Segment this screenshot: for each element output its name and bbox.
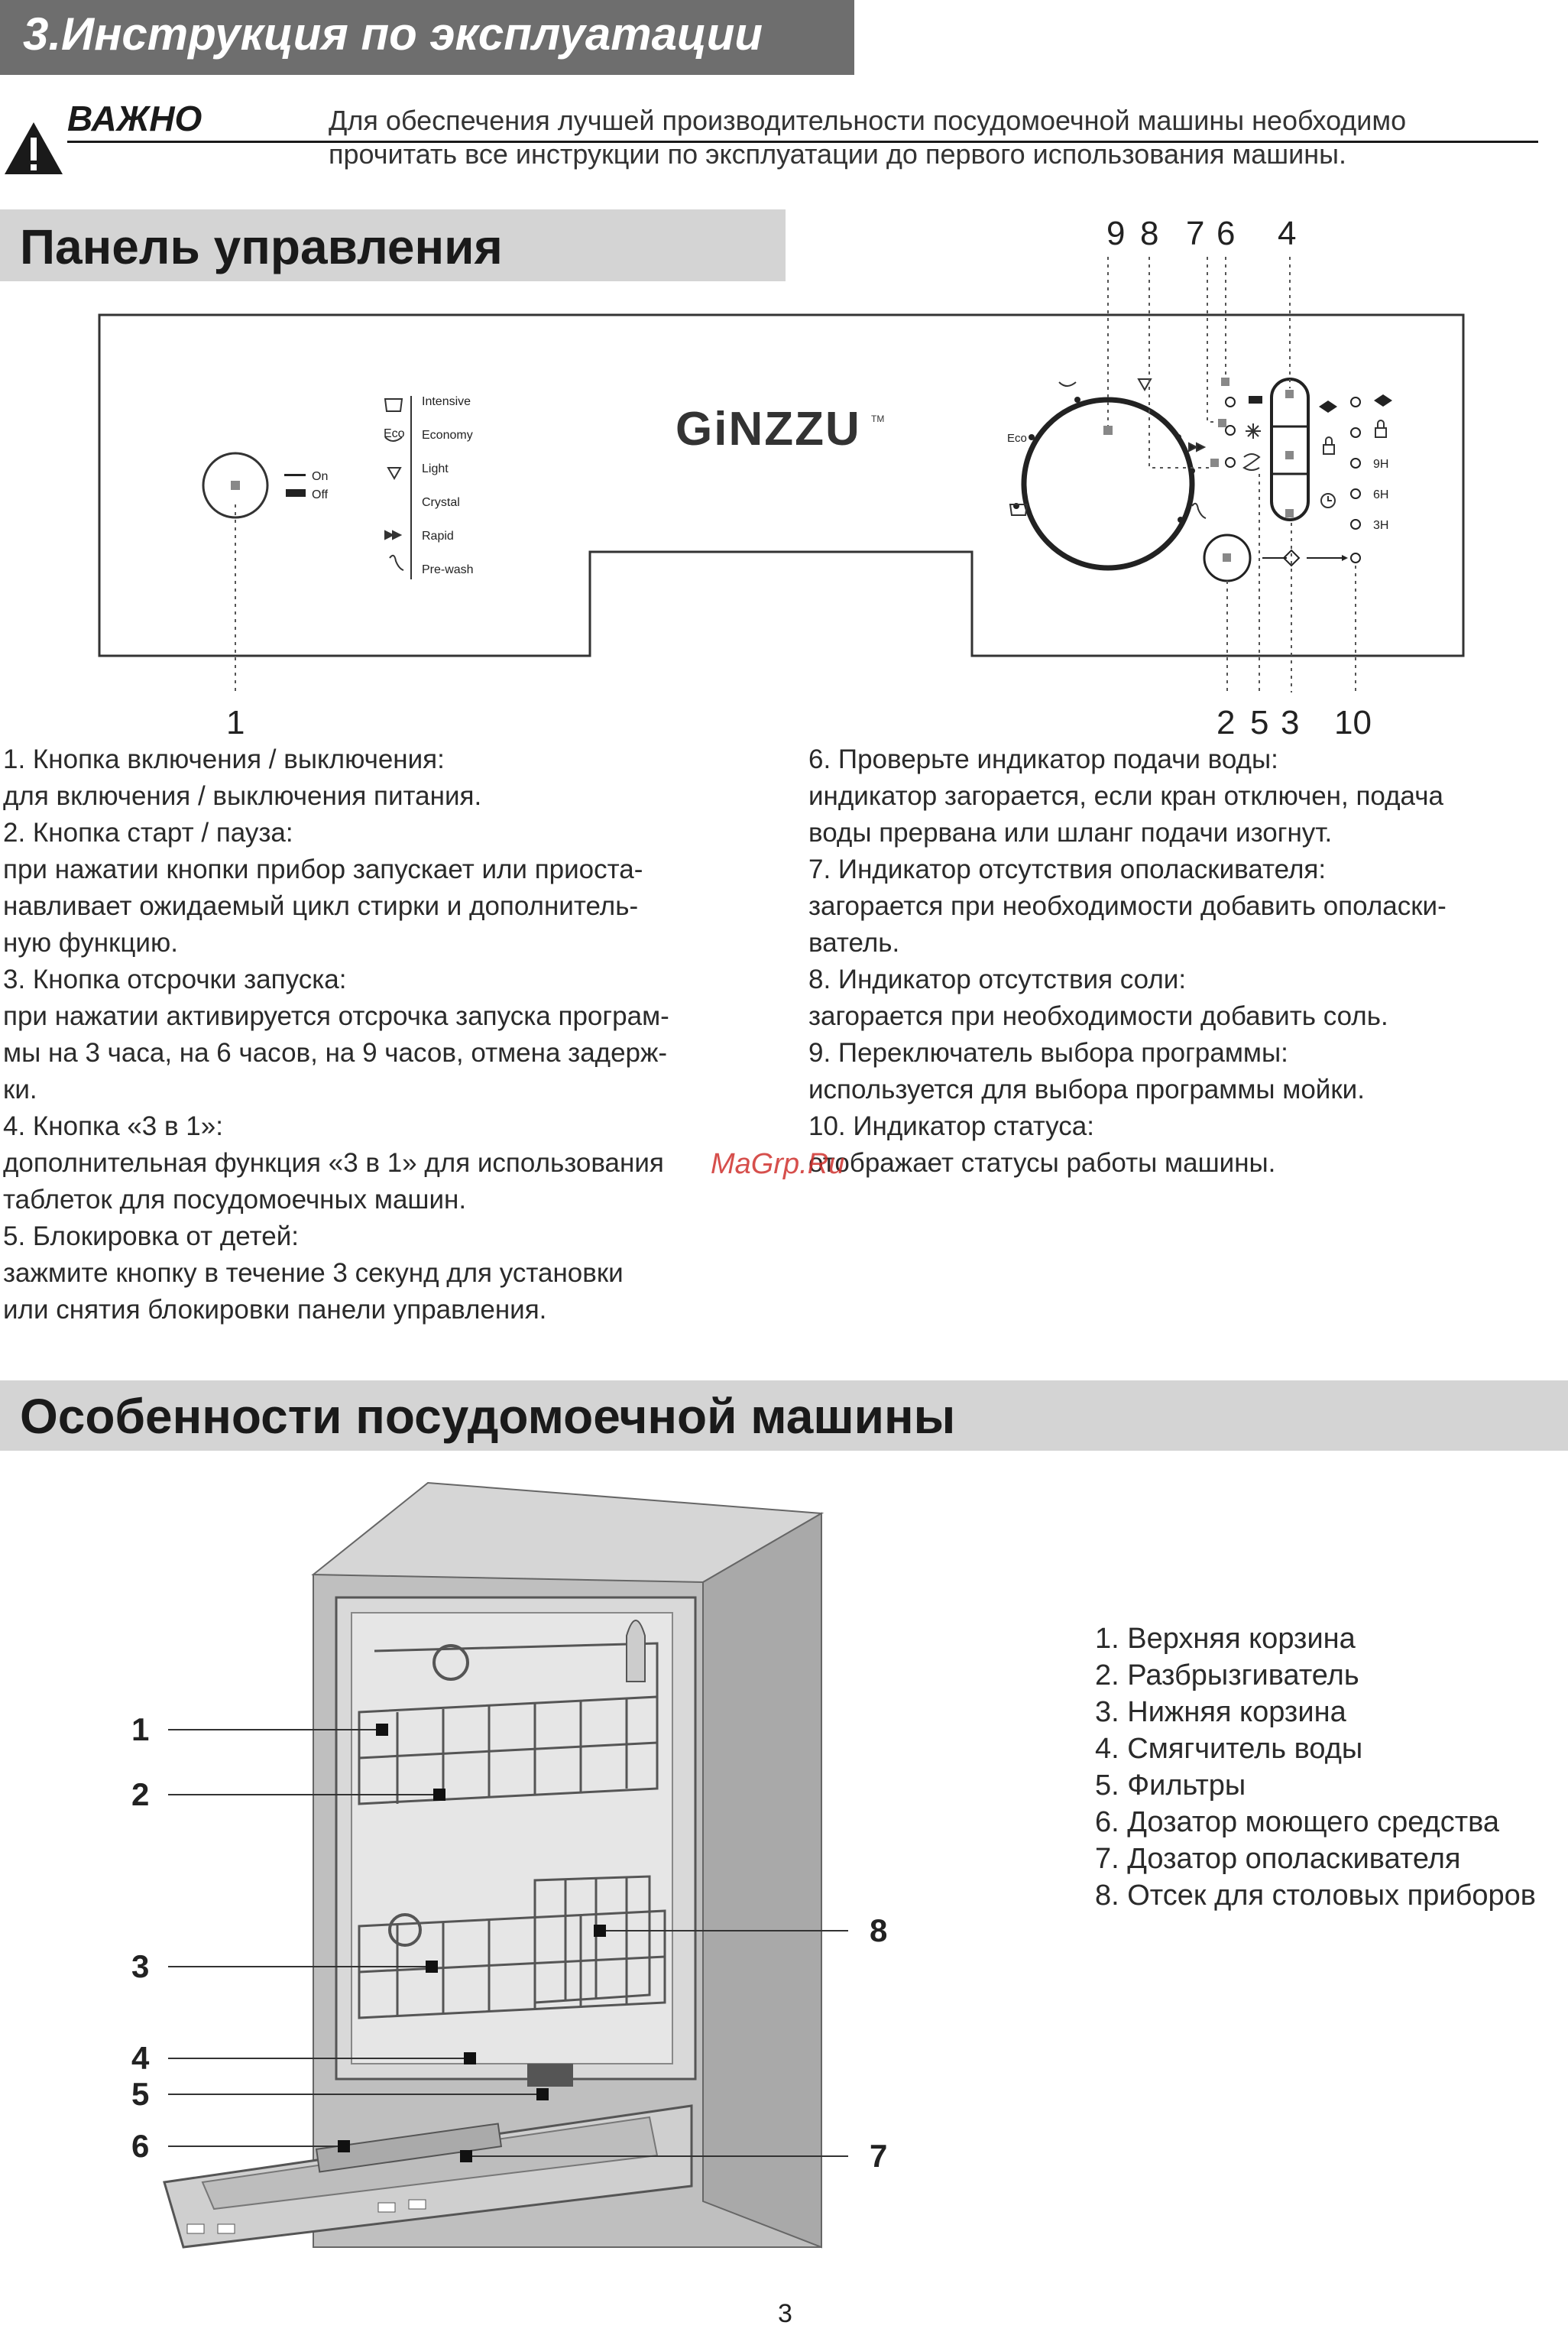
list-item: 8. Отсек для столовых приборов: [1095, 1880, 1536, 1912]
program-rapid: Rapid: [422, 530, 454, 543]
program-economy: Economy: [422, 429, 473, 442]
callout-basket-lower: 3: [131, 1948, 150, 1984]
dial-eco-label: Eco: [1007, 432, 1027, 445]
callout-detergent: 6: [131, 2128, 150, 2164]
desc-line: индикатор загорается, если кран отключен, подача: [808, 781, 1443, 811]
desc-line: 4. Кнопка «3 в 1»:: [3, 1111, 223, 1141]
callout-10: 10: [1334, 704, 1372, 741]
list-item: 7. Дозатор ополаскивателя: [1095, 1843, 1461, 1875]
important-line: прочитать все инструкции по эксплуатации до первого использования машины.: [329, 138, 1347, 170]
program-intensive: Intensive: [422, 395, 471, 408]
desc-line: при нажатии активируется отсрочка запуска програм-: [3, 1001, 669, 1031]
desc-line: таблеток для посудомоечных машин.: [3, 1185, 467, 1215]
callout-4: 4: [1278, 215, 1297, 252]
list-item: 4. Смягчитель воды: [1095, 1733, 1363, 1765]
eco-tag: Eco: [384, 427, 405, 440]
page-title: 3.Инструкция по эксплуатации: [23, 8, 763, 60]
desc-line: для включения / выключения питания.: [3, 781, 482, 811]
callout-5: 5: [1250, 704, 1269, 741]
desc-line: 3. Кнопка отсрочки запуска:: [3, 965, 347, 994]
desc-line: 2. Кнопка старт / пауза:: [3, 818, 293, 848]
desc-line: 6. Проверьте индикатор подачи воды:: [808, 744, 1278, 774]
watermark: MaGrp.Ru: [711, 1148, 845, 1180]
desc-line: используется для выбора программы мойки.: [808, 1075, 1365, 1104]
list-item: 3. Нижняя корзина: [1095, 1696, 1346, 1728]
callout-3: 3: [1281, 704, 1300, 741]
features-heading-bar: [0, 1380, 1568, 1451]
callout-8: 8: [1140, 215, 1159, 252]
desc-line: отображает статусы работы машины.: [808, 1148, 1276, 1178]
callout-9: 9: [1106, 215, 1126, 252]
callout-filters: 5: [131, 2076, 150, 2112]
desc-line: загорается при необходимости добавить соль.: [808, 1001, 1388, 1031]
desc-line: при нажатии кнопки прибор запускает или приоста-: [3, 855, 643, 884]
section-title-bar: [0, 0, 854, 75]
callout-6: 6: [1216, 215, 1236, 252]
program-crystal: Crystal: [422, 496, 460, 509]
desc-line: 9. Переключатель выбора программы:: [808, 1038, 1288, 1068]
desc-line: навливает ожидаемый цикл стирки и дополнитель-: [3, 891, 639, 921]
desc-line: мы на 3 часа, на 6 часов, на 9 часов, отмена задерж-: [3, 1038, 668, 1068]
desc-line: дополнительная функция «3 в 1» для использования: [3, 1148, 664, 1178]
brand-logo: GiNZZU: [675, 403, 861, 456]
desc-line: 8. Индикатор отсутствия соли:: [808, 965, 1187, 994]
callout-1: 1: [226, 704, 245, 741]
callout-2: 2: [1216, 704, 1236, 741]
list-item: 2. Разбрызгиватель: [1095, 1659, 1359, 1691]
delay-3h: 3H: [1373, 519, 1389, 532]
callout-7: 7: [1186, 215, 1205, 252]
program-light: Light: [422, 462, 449, 475]
desc-line: загорается при необходимости добавить ополаски-: [808, 891, 1447, 921]
important-text: [329, 104, 1551, 171]
brand-trademark: TM: [871, 414, 885, 424]
off-label: Off: [312, 488, 329, 501]
desc-line: или снятия блокировки панели управления.: [3, 1295, 547, 1325]
desc-line: зажмите кнопку в течение 3 секунд для установки: [3, 1258, 624, 1288]
warning-icon: [3, 121, 64, 176]
desc-line: ки.: [3, 1075, 37, 1104]
desc-line: 5. Блокировка от детей:: [3, 1221, 299, 1251]
list-item: 1. Верхняя корзина: [1095, 1623, 1356, 1655]
delay-6h: 6H: [1373, 488, 1389, 501]
dishwasher-diagram: [0, 1468, 948, 2278]
on-label: On: [312, 470, 329, 483]
program-prewash: Pre-wash: [422, 563, 474, 576]
page-number: 3: [778, 2299, 792, 2328]
important-line: Для обеспечения лучшей производительности посудомоечной машины необходимо: [329, 105, 1407, 136]
desc-line: ную функцию.: [3, 928, 178, 958]
desc-line: 10. Индикатор статуса:: [808, 1111, 1094, 1141]
desc-line: воды прервана или шланг подачи изогнут.: [808, 818, 1333, 848]
control-panel-diagram: [0, 206, 1568, 757]
list-item: 6. Дозатор моющего средства: [1095, 1806, 1499, 1838]
important-label: ВАЖНО: [67, 99, 202, 138]
list-item: 5. Фильтры: [1095, 1769, 1246, 1802]
callout-spray-arm: 2: [131, 1776, 150, 1812]
callout-rinse-aid: 7: [870, 2138, 888, 2174]
delay-9h: 9H: [1373, 458, 1389, 471]
desc-line: ватель.: [808, 928, 900, 958]
descriptions-right: [808, 741, 1447, 1182]
callout-softener: 4: [131, 2040, 150, 2076]
desc-line: 1. Кнопка включения / выключения:: [3, 744, 445, 774]
function-buttons: [1272, 379, 1308, 520]
control-panel-heading: Панель управления: [20, 219, 503, 274]
parts-list: [1095, 1620, 1536, 1914]
callout-cutlery: 8: [870, 1912, 888, 1948]
descriptions-left: [3, 741, 669, 1328]
desc-line: 7. Индикатор отсутствия ополаскивателя:: [808, 855, 1327, 884]
features-heading: Особенности посудомоечной машины: [20, 1389, 956, 1444]
callout-basket-upper: 1: [131, 1711, 150, 1747]
